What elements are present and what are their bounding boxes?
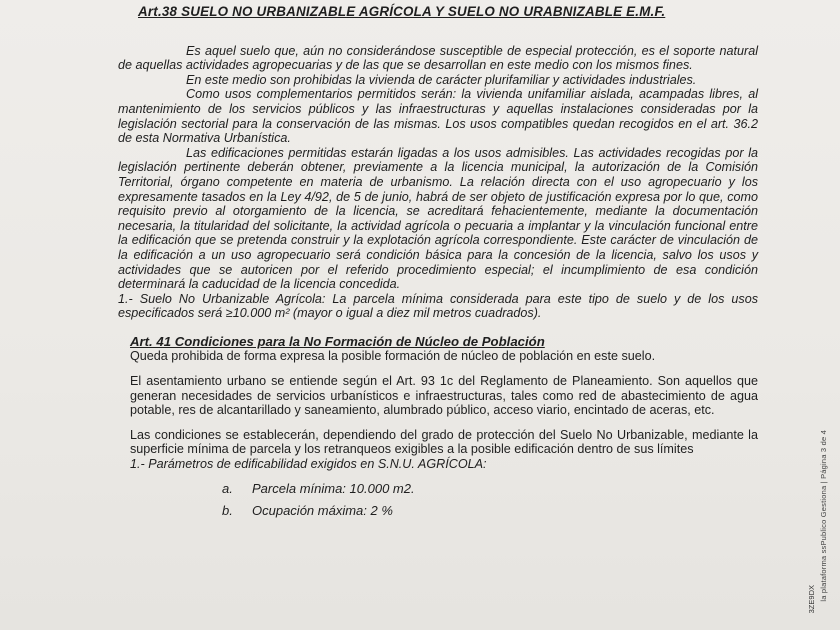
list-item bbox=[222, 504, 758, 519]
parameters-list bbox=[130, 482, 758, 519]
article-38-paragraph-5: 1.- Suelo No Urbanizable Agrícola: La parcela mínima considerada para este tipo de suelo y de los usos especificados será ≥10.000 m² (mayor o igual a diez mil metros cuadrados). bbox=[118, 291, 758, 321]
article-41-paragraph-2: El asentamiento urbano se entiende según el Art. 93 1c del Reglamento de Planeamiento. Son aquellos que generan necesidades de servicios urbanísticos e infraestructuras, tales como red de abastecimiento de agua potable, res de alcantarillado y saneamiento, alumbrado público, acceso viario, encintado de aceras, etc. bbox=[130, 374, 758, 418]
article-38-paragraph-4: Las edificaciones permitidas estarán ligadas a los usos admisibles. Las actividades recogidas por la legislación pertinente deberán obtener, previamente a la licencia municipal, la autorización de la Comisión Territorial, órgano competente en materia de urbanismo. La relación directa con el uso agropecuario y los expresamente tasados en la Ley 4/92, de 5 de junio, habrá de ser objeto de justificación expresa por lo que, como requisito previo al otorgamiento de la licencia, se acreditará fehacientemente, mediante la documentación necesaria, la titularidad del solicitante, la actividad agrícola o pecuaria a implantar y la vinculación funcional entre la edificación que se pretenda construir y la explotación agrícola correspondiente. Este carácter de vinculación de la edificación a un uso agropecuario será condición básica para la concesión de la licencia, salvo los usos y actividades que se autoricen por el referido procedimiento especial; el incumplimiento de esa condición determinará la caducidad de la licencia concedida. bbox=[118, 145, 758, 292]
article-38-title: Art.38 SUELO NO URBANIZABLE AGRÍCOLA Y SUELO NO URABNIZABLE E.M.F. bbox=[138, 4, 666, 19]
list-marker: a. bbox=[222, 480, 233, 496]
list-item-text: Parcela mínima: 10.000 m2. bbox=[252, 480, 415, 496]
article-41-paragraph-4: 1.- Parámetros de edificabilidad exigidos en S.N.U. AGRÍCOLA: bbox=[130, 457, 487, 472]
list-item-text: Ocupación máxima: 2 % bbox=[252, 503, 393, 519]
list-item bbox=[222, 482, 758, 497]
article-41-title: Art. 41 Condiciones para la No Formación de Núcleo de Población bbox=[130, 333, 545, 349]
article-38-body bbox=[118, 44, 758, 321]
article-38-paragraph-2: En este medio son prohibidas la vivienda de carácter plurifamiliar y actividades industriales. bbox=[186, 72, 697, 87]
article-41-paragraph-1: Queda prohibida de forma expresa la posible formación de núcleo de población en este suelo. bbox=[130, 349, 656, 364]
article-38-paragraph-3: Como usos complementarios permitidos serán: la vivienda unifamiliar aislada, acampadas libres, al mantenimiento de los servicios públicos y las infraestructuras y aquellas instalaciones consideradas por la legislación sectorial para la conservación de las mismas. Los usos compatibles quedan recogidos en el art. 36.2 de esta Normativa Urbanística. bbox=[118, 87, 758, 146]
article-38-paragraph-1: Es aquel suelo que, aún no considerándose susceptible de especial protección, es el soporte natural de aquellas actividades agropecuarias y de las que se desarrollan en este medio con los mismos fines. bbox=[118, 43, 758, 73]
list-marker: b. bbox=[222, 503, 233, 519]
article-41-paragraph-3: Las condiciones se establecerán, dependiendo del grado de protección del Suelo No Urbanizable, mediante la superficie mínima de parcela y los retranqueos exigibles a la posible edificación dentro de sus límites bbox=[130, 427, 758, 457]
document-body bbox=[118, 0, 758, 527]
side-stamp-code: 3ZE9DX bbox=[807, 585, 816, 614]
article-41-body bbox=[130, 349, 758, 518]
side-stamp-text: la plataforma ssPublico Gestiona | Página 3 de 4 bbox=[819, 430, 828, 602]
